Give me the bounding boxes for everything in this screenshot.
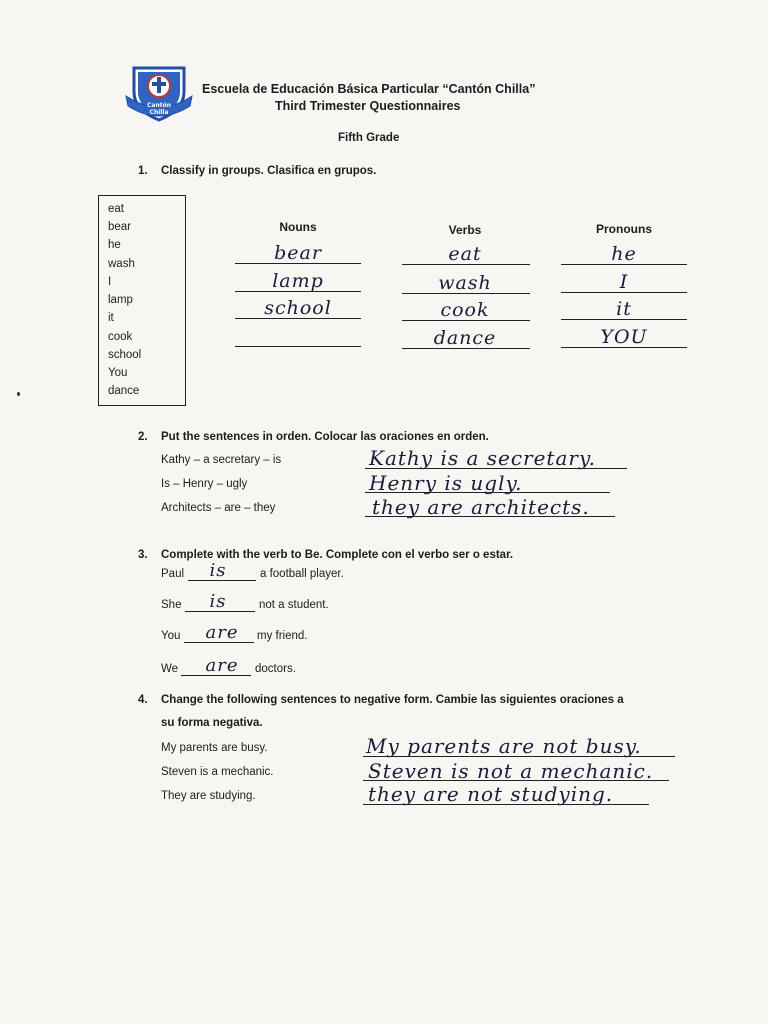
ordered-answer: Henry is ugly. — [369, 471, 523, 495]
pronoun-answer: he — [611, 243, 637, 265]
fill-blank-answer: are — [205, 655, 239, 676]
word-bank-item: bear — [108, 221, 132, 233]
scramble-prompt: Kathy – a secretary – is — [161, 454, 282, 466]
word-bank — [98, 195, 186, 406]
word-bank-item: wash — [108, 258, 135, 270]
verb-answer: eat — [448, 243, 482, 265]
answer-line — [365, 516, 615, 517]
word-bank-item: eat — [108, 203, 124, 215]
ordered-answer: Kathy is a secretary. — [369, 446, 596, 470]
answer-line — [561, 319, 687, 320]
negative-prompt: They are studying. — [161, 790, 256, 802]
word-bank-item: school — [108, 349, 142, 361]
logo-text: Cantón Chilla — [147, 102, 171, 116]
pronoun-answer: I — [619, 271, 629, 293]
scan-speck — [17, 392, 20, 396]
document-subtitle: Third Trimester Questionnaires — [275, 99, 461, 113]
fill-blank-after: not a student. — [259, 599, 329, 611]
section2-number: 2. — [138, 431, 148, 443]
fill-blank-answer: is — [209, 591, 227, 612]
answer-line — [402, 320, 530, 321]
section4-instruction-continued: su forma negativa. — [161, 717, 263, 729]
column-heading-pronouns: Pronouns — [596, 222, 652, 236]
answer-line — [235, 263, 361, 264]
school-name: Escuela de Educación Básica Particular “Cantón Chilla” — [202, 82, 536, 96]
section3-instruction: Complete with the verb to Be. Complete con el verbo ser o estar. — [161, 549, 514, 561]
answer-line — [402, 264, 530, 265]
word-bank-item: it — [108, 312, 114, 324]
pronoun-answer: YOU — [600, 326, 648, 348]
section1-instruction: Classify in groups. Clasifica en grupos. — [161, 165, 377, 177]
word-bank-item: cook — [108, 331, 133, 343]
ordered-answer: they are architects. — [372, 495, 590, 519]
section2-instruction: Put the sentences in orden. Colocar las oraciones en orden. — [161, 431, 489, 443]
negative-prompt: Steven is a mechanic. — [161, 766, 274, 778]
fill-blank-after: doctors. — [255, 663, 296, 675]
answer-line — [561, 347, 687, 348]
word-bank-item: dance — [108, 385, 140, 397]
noun-answer: lamp — [272, 270, 324, 292]
answer-line — [402, 293, 530, 294]
fill-blank-before: We — [161, 663, 179, 675]
fill-blank-after: a football player. — [260, 568, 344, 580]
blank-line — [185, 611, 255, 612]
word-bank-item: You — [108, 367, 128, 379]
noun-answer: school — [264, 297, 332, 319]
negative-prompt: My parents are busy. — [161, 742, 268, 754]
answer-line — [561, 292, 687, 293]
fill-blank-before: Paul — [161, 568, 185, 580]
fill-blank-answer: is — [209, 560, 227, 581]
verb-answer: cook — [440, 299, 490, 321]
blank-line — [184, 642, 254, 643]
blank-line — [188, 580, 256, 581]
negative-answer: Steven is not a mechanic. — [368, 759, 654, 783]
word-bank-item: he — [108, 239, 121, 251]
answer-line — [363, 756, 675, 757]
answer-line — [235, 346, 361, 347]
fill-blank-answer: are — [205, 622, 239, 643]
grade-label: Fifth Grade — [338, 132, 400, 144]
answer-line — [363, 804, 649, 805]
answer-line — [561, 264, 687, 265]
verb-answer: wash — [438, 272, 492, 294]
answer-line — [365, 492, 610, 493]
negative-answer: My parents are not busy. — [366, 734, 642, 758]
answer-line — [235, 318, 361, 319]
section1-number: 1. — [138, 165, 148, 177]
school-logo — [124, 62, 194, 124]
fill-blank-before: You — [161, 630, 181, 642]
blank-line — [181, 675, 251, 676]
verb-answer: dance — [433, 327, 497, 349]
answer-line — [365, 468, 627, 469]
answer-line — [235, 291, 361, 292]
word-bank-item: lamp — [108, 294, 133, 306]
scramble-prompt: Is – Henry – ugly — [161, 478, 248, 490]
pronoun-answer: it — [616, 298, 632, 320]
negative-answer: they are not studying. — [368, 782, 614, 806]
section4-instruction: Change the following sentences to negative form. Cambie las siguientes oraciones a — [161, 694, 624, 706]
noun-answer: bear — [274, 242, 322, 264]
answer-line — [363, 780, 669, 781]
scramble-prompt: Architects – are – they — [161, 502, 276, 514]
fill-blank-before: She — [161, 599, 182, 611]
column-heading-verbs: Verbs — [448, 223, 482, 237]
column-heading-nouns: Nouns — [279, 220, 317, 234]
section4-number: 4. — [138, 694, 148, 706]
word-bank-item: I — [108, 276, 112, 288]
answer-line — [402, 348, 530, 349]
section3-number: 3. — [138, 549, 148, 561]
fill-blank-after: my friend. — [257, 630, 308, 642]
